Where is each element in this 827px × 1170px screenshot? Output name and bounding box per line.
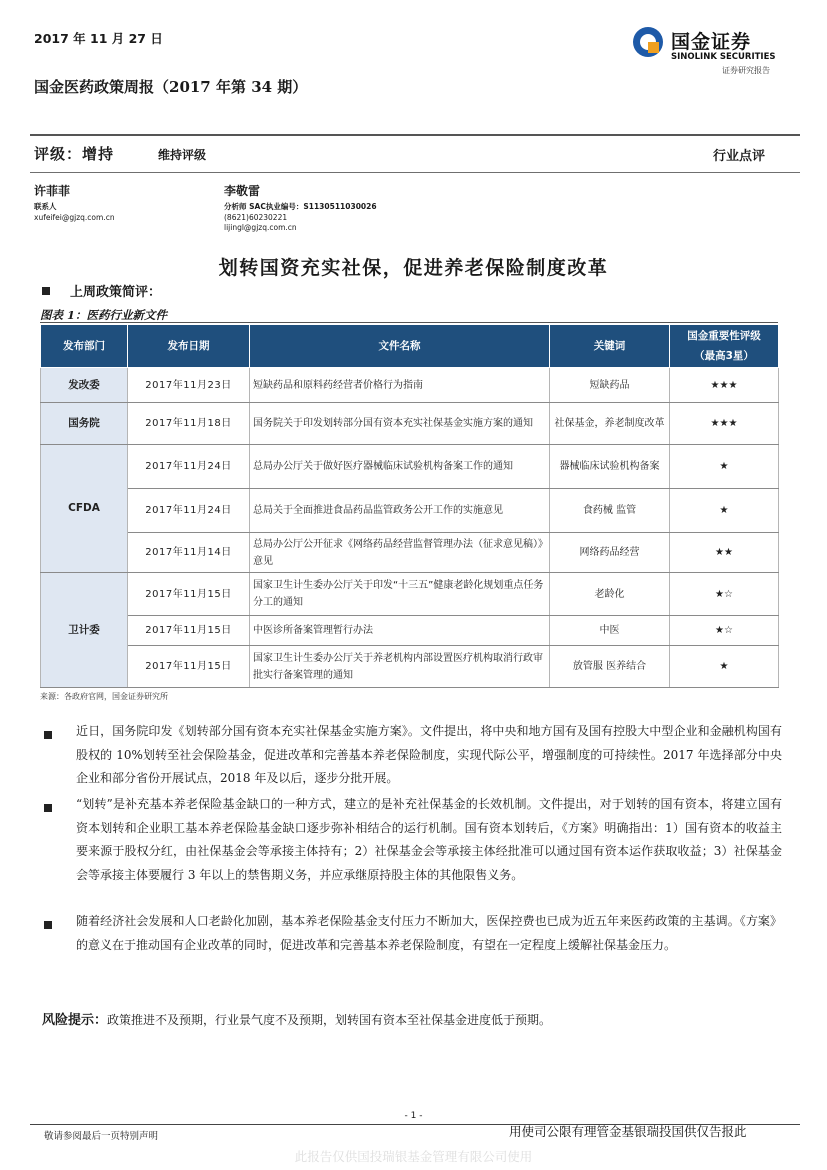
analyst-email[interactable]: xufeifei@gjzq.com.cn (34, 213, 115, 222)
table-row (41, 403, 779, 445)
paragraph-3: 随着经济社会发展和人口老龄化加剧，基本养老保险基金支付压力不断加大，医保控费也已成为近五年来医药政策的主基调。《方案》的意义在于推动国有企业改革的同时，促进改革和完善基本养老保险制度，有望在一定程度上缓解社保基金压力。 (76, 914, 782, 952)
col-header-date: 发布日期 (128, 325, 250, 368)
keyword-cell: 食药械 监管 (550, 489, 670, 533)
header-divider (30, 134, 800, 136)
keyword-cell: 网络药品经营 (550, 533, 670, 573)
keyword-cell: 社保基金，养老制度改革 (550, 403, 670, 445)
section-title: 上周政策简评： (70, 285, 162, 300)
analyst-phone: (8621)60230221 (224, 213, 288, 222)
table-row (41, 533, 779, 573)
date-cell: 2017年11月14日 (128, 533, 250, 573)
page-number: - 1 - (404, 1111, 423, 1121)
table-row (41, 445, 779, 489)
rating-cell: ★☆ (670, 573, 779, 616)
rating-cell: ★★★ (670, 403, 779, 445)
policy-table (40, 324, 779, 688)
dept-cell: CFDA (41, 445, 128, 573)
analyst-2 (224, 182, 377, 232)
doc-name-cell: 总局办公厅公开征求《网络药品经营监督管理办法（征求意见稿）》意见 (250, 533, 550, 573)
logo-subtitle: 证券研究报告 (722, 66, 770, 75)
report-date: 2017 年 11 月 27 日 (34, 31, 163, 46)
table-row (41, 646, 779, 688)
date-cell: 2017年11月24日 (128, 445, 250, 489)
rating-note: 维持评级 (158, 148, 207, 162)
dept-cell: 国务院 (41, 403, 128, 445)
date-cell: 2017年11月15日 (128, 573, 250, 616)
doc-name-cell: 中医诊所备案管理暂行办法 (250, 616, 550, 646)
report-category: 行业点评 (713, 149, 766, 164)
bullet-square (44, 731, 52, 739)
date-cell: 2017年11月15日 (128, 646, 250, 688)
paragraph-1: 近日，国务院印发《划转部分国有资本充实社保基金实施方案》。文件提出，将中央和地方国有及国有控股大中型企业和金融机构国有股权的 10%划转至社会保险基金，促进改革和完善基本养老保险制度，实现代际公平，增强制度的可持续性。2017 年选择部分中央企业和部分省份开展试点，2018 年及以后，逐步分批开展。 (76, 724, 782, 785)
doc-name-cell: 国家卫生计生委办公厅关于印发“十三五”健康老龄化规划重点任务分工的通知 (250, 573, 550, 616)
analyst-role: 分析师 SAC执业编号：S1130511030026 (224, 202, 377, 211)
bullet-square (44, 921, 52, 929)
date-cell: 2017年11月18日 (128, 403, 250, 445)
rating-cell: ★☆ (670, 616, 779, 646)
table-row (41, 616, 779, 646)
dept-cell: 发改委 (41, 368, 128, 403)
col-header-dept: 发布部门 (41, 325, 128, 368)
logo-text-cn: 国金证券 (671, 31, 752, 53)
doc-name-cell: 国务院关于印发划转部分国有资本充实社保基金实施方案的通知 (250, 403, 550, 445)
analyst-email[interactable]: lijingl@gjzq.com.cn (224, 223, 297, 232)
doc-name-cell: 总局关于全面推进食品药品监管政务公开工作的实施意见 (250, 489, 550, 533)
table-row (41, 368, 779, 403)
rating-cell: ★ (670, 489, 779, 533)
keyword-cell: 中医 (550, 616, 670, 646)
footer-disclaimer: 敬请参阅最后一页特别声明 (44, 1131, 159, 1142)
keyword-cell: 器械临床试验机构备案 (550, 445, 670, 489)
rating-divider (30, 172, 800, 173)
logo-text-en: SINOLINK SECURITIES (671, 52, 776, 62)
date-cell: 2017年11月15日 (128, 616, 250, 646)
rating-cell: ★★★ (670, 368, 779, 403)
keyword-cell: 短缺药品 (550, 368, 670, 403)
table-header-row (41, 325, 779, 368)
analyst-role: 联系人 (34, 202, 57, 211)
dept-cell: 卫计委 (41, 573, 128, 688)
analyst-name: 许菲菲 (34, 184, 71, 198)
table-row (41, 573, 779, 616)
risk-text: 政策推进不及预期，行业景气度不及预期，划转国有资本至社保基金进度低于预期。 (107, 1013, 552, 1027)
doc-name-cell: 短缺药品和原料药经营者价格行为指南 (250, 368, 550, 403)
table-row (41, 489, 779, 533)
watermark: 此报告仅供国投瑞银基金管理有限公司使用 (294, 1149, 533, 1164)
bullet-square (44, 804, 52, 812)
analyst-1 (34, 182, 115, 222)
rating-cell: ★ (670, 646, 779, 688)
rating-cell: ★★ (670, 533, 779, 573)
col-header-keyword: 关键词 (550, 325, 670, 368)
main-title: 划转国资充实社保，促进养老保险制度改革 (218, 257, 609, 279)
col-header-rating: 国金重要性评级 （最高3星） (670, 325, 779, 368)
date-cell: 2017年11月23日 (128, 368, 250, 403)
analyst-name: 李敬雷 (224, 184, 261, 198)
table-caption: 图表 1：医药行业新文件 (40, 308, 168, 322)
date-cell: 2017年11月24日 (128, 489, 250, 533)
risk-label: 风险提示： (42, 1013, 108, 1028)
keyword-cell: 放管服 医养结合 (550, 646, 670, 688)
footer-usage-note: 用使司公限有理管金基银瑞投国供仅告报此 (509, 1124, 747, 1139)
keyword-cell: 老龄化 (550, 573, 670, 616)
doc-name-cell: 国家卫生计生委办公厅关于养老机构内部设置医疗机构取消行政审批实行备案管理的通知 (250, 646, 550, 688)
caption-rule (40, 322, 778, 323)
table-source: 来源：各政府官网，国金证券研究所 (40, 692, 168, 701)
paragraph-2: “划转”是补充基本养老保险基金缺口的一种方式，建立的是补充社保基金的长效机制。文件提出，对于划转的国有资本，将建立国有资本划转和企业职工基本养老保险基金缺口逐步弥补相结合的运行机制。国有资本划转后，《方案》明确指出：1）国有资本的收益主要来源于股权分红，由社保基金会等承接主体持有；2）社保基金会等承接主体经批准可以通过国有资本运作获取收益；3）社保基金会等承接主体要履行 3 年以上的禁售期义务，并应承继原持股主体的其他限售义务。 (76, 797, 782, 882)
rating-label: 评级：增持 (34, 145, 115, 163)
sinolink-logo-icon (632, 26, 664, 58)
rating-cell: ★ (670, 445, 779, 489)
doc-name-cell: 总局办公厅关于做好医疗器械临床试验机构备案工作的通知 (250, 445, 550, 489)
risk-note (42, 1009, 792, 1028)
report-title: 国金医药政策周报（2017 年第 34 期） (34, 78, 308, 96)
col-header-name: 文件名称 (250, 325, 550, 368)
bullet-square (42, 287, 50, 295)
